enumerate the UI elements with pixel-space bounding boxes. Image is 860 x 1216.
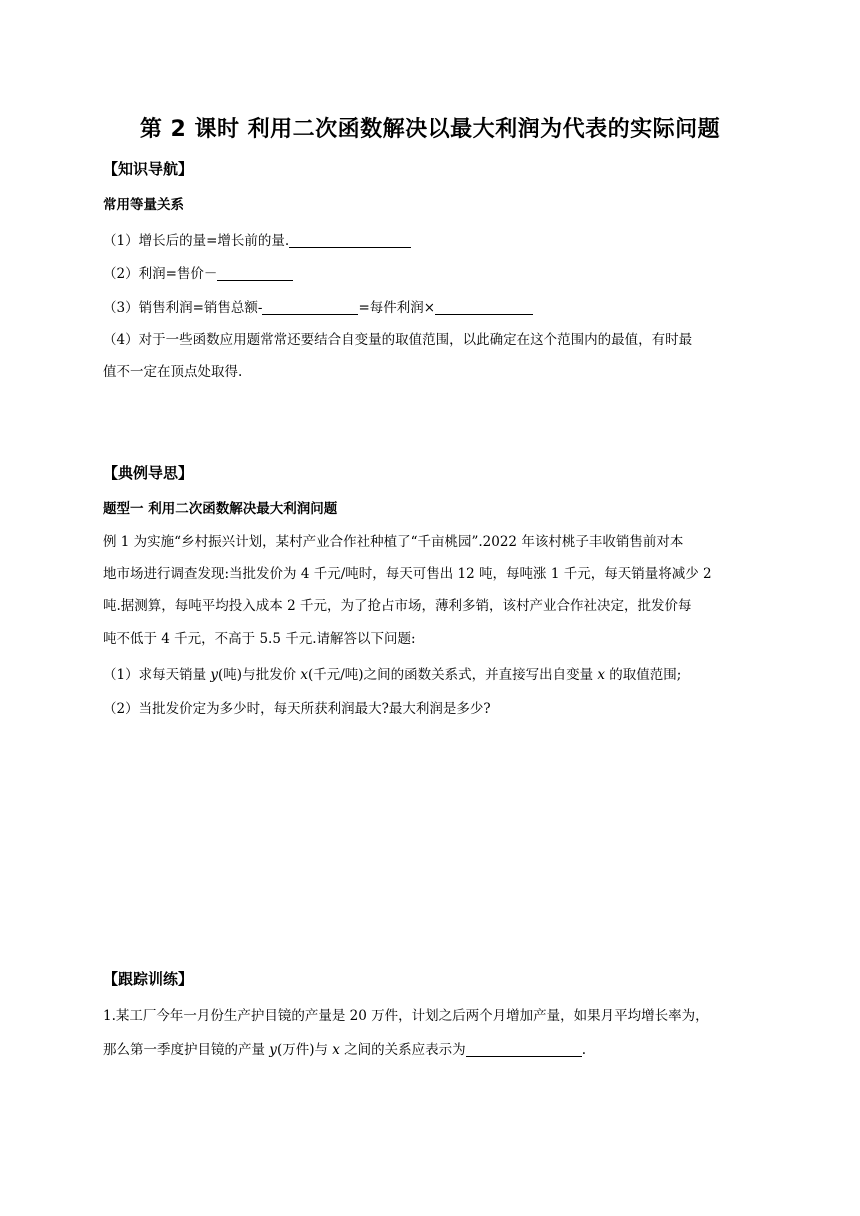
practice-1-line-1: 1.某工厂今年一月份生产护目镜的产量是 20 万件，计划之后两个月增加产量，如果月平均增长率为， xyxy=(103,1008,709,1024)
example-1-question-1 xyxy=(103,663,681,683)
answer-blank xyxy=(466,1042,582,1057)
knowledge-item-1 xyxy=(103,229,411,249)
example-1-line-4: 吨不低于 4 千元，不高于 5.5 千元.请解答以下问题: xyxy=(103,631,416,647)
knowledge-item-3-text-b: =每件利润× xyxy=(358,300,436,316)
example-1-line-2: 地市场进行调查发现:当批发价为 4 千元/吨时，每天可售出 12 吨，每吨涨 1 千元，每天销量将减少 2 xyxy=(103,566,712,582)
question-type-1: 题型一 利用二次函数解决最大利润问题 xyxy=(103,501,338,517)
answer-blank xyxy=(289,233,411,248)
knowledge-item-3-text-a: （3）销售利润=销售总额- xyxy=(103,300,263,316)
q1-text-a: （1）求每天销量 xyxy=(103,667,211,683)
knowledge-heading: 【知识导航】 xyxy=(103,160,194,178)
q1-text-d: 的取值范围; xyxy=(604,667,682,683)
knowledge-item-4-line-2: 值不一定在顶点处取得. xyxy=(103,364,243,380)
knowledge-item-3 xyxy=(103,296,533,316)
knowledge-item-2 xyxy=(103,262,293,282)
knowledge-subheading: 常用等量关系 xyxy=(103,197,184,213)
knowledge-item-2-text: （2）利润=售价－ xyxy=(103,266,218,282)
p1-text-c: 之间的关系应表示为 xyxy=(339,1042,466,1058)
answer-blank xyxy=(217,266,293,281)
page-title: 第 2 课时 利用二次函数解决以最大利润为代表的实际问题 xyxy=(139,117,721,142)
example-1-question-2: （2）当批发价定为多少时，每天所获利润最大?最大利润是多少? xyxy=(103,701,491,717)
practice-heading: 【跟踪训练】 xyxy=(103,970,194,988)
p1-var-y: y xyxy=(269,1042,277,1058)
answer-blank xyxy=(435,300,533,315)
knowledge-item-1-text: （1）增长后的量=增长前的量. xyxy=(103,233,290,249)
p1-var-x: x xyxy=(332,1042,340,1058)
answer-blank xyxy=(262,300,358,315)
p1-text-b: (万件)与 xyxy=(276,1042,333,1058)
p1-end: . xyxy=(581,1042,586,1058)
q1-var-x2: x xyxy=(597,667,605,683)
q1-var-x: x xyxy=(300,667,308,683)
q1-var-y: y xyxy=(210,667,219,683)
knowledge-item-4-line-1: （4）对于一些函数应用题常常还要结合自变量的取值范围，以此确定在这个范围内的最值，有时最 xyxy=(103,332,693,348)
practice-1-line-2 xyxy=(103,1038,586,1058)
q1-text-c: (千元/吨)之间的函数关系式，并直接写出自变量 xyxy=(307,667,598,683)
p1-text-a: 那么第一季度护目镜的产量 xyxy=(103,1042,270,1058)
q1-text-b: (吨)与批发价 xyxy=(218,667,301,683)
examples-heading: 【典例导思】 xyxy=(103,464,194,482)
example-1-line-1: 例 1 为实施“乡村振兴计划，某村产业合作社种植了“千亩桃园”.2022 年该村桃子丰收销售前对本 xyxy=(103,534,684,550)
example-1-line-3: 吨.据测算，每吨平均投入成本 2 千元，为了抢占市场，薄利多销，该村产业合作社决定，批发价每 xyxy=(103,598,692,614)
